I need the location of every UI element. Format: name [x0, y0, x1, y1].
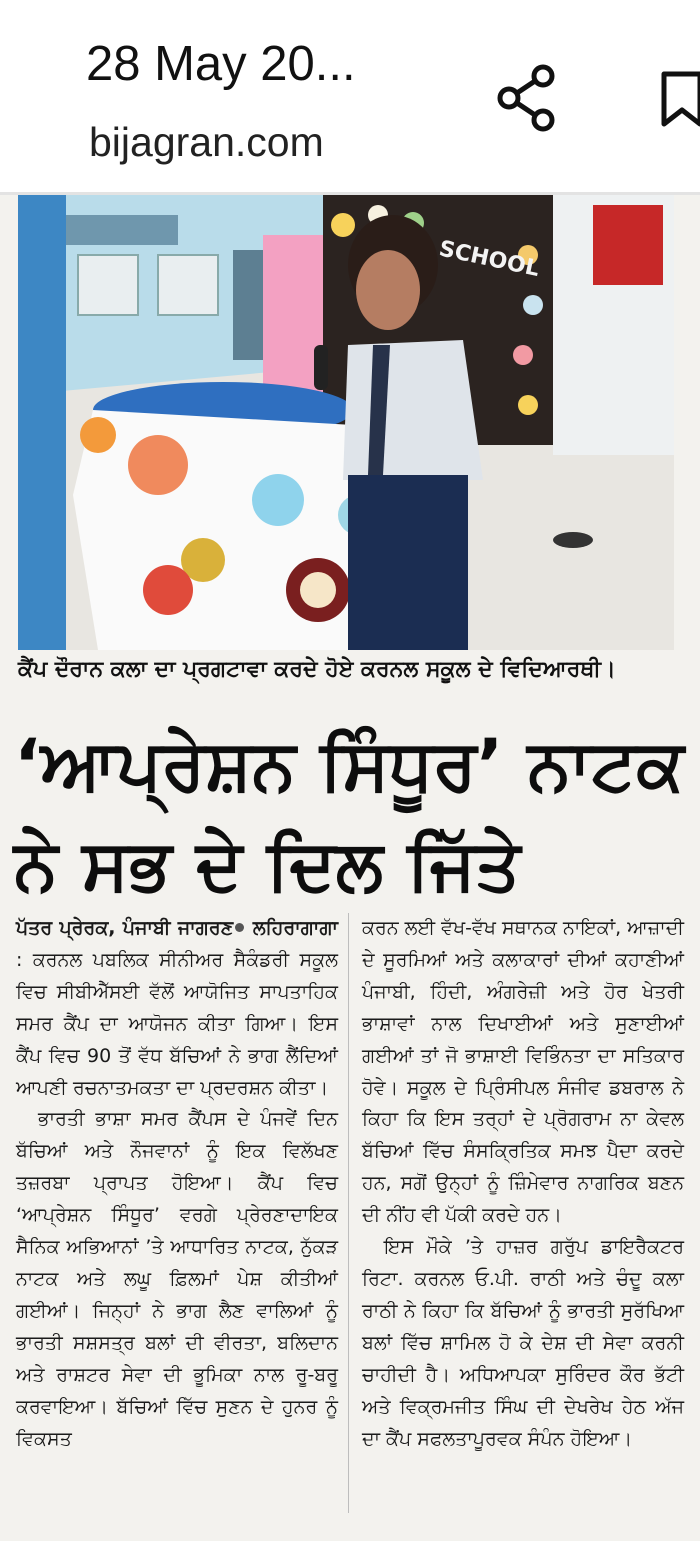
- newspaper-clipping: [0, 195, 700, 1541]
- share-icon[interactable]: [495, 62, 567, 134]
- column-divider: [348, 913, 349, 1513]
- school-sign: SCHOOL: [436, 236, 542, 283]
- dateline: ਲਹਿਰਾਗਾਗਾ: [252, 917, 338, 939]
- paragraph-4: ਇਸ ਮੌਕੇ ’ਤੇ ਹਾਜ਼ਰ ਗਰੁੱਪ ਡਾਇਰੈਕਟਰ ਰਿਟਾ. ਕਰਨਲ ਓ.ਪੀ. ਰਾਠੀ ਅਤੇ ਚੰਦੂ ਕਲਾ ਰਾਠੀ ਨੇ ਕਿਹਾ ਕਿ ਬੱਚਿਆਂ ਨੂੰ ਭਾਰਤੀ ਸੁਰੱਖਿਆ ਬਲਾਂ ਵਿੱਚ ਸ਼ਾਮਿਲ ਹੋ ਕੇ ਦੇਸ਼ ਦੀ ਸੇਵਾ ਕਰਨੀ ਚਾਹੀਦੀ ਹੈ। ਅਧਿਆਪਕਾ ਸੁਰਿੰਦਰ ਕੌਰ ਭੱਟੀ ਅਤੇ ਵਿਕ੍ਰਮਜੀਤ ਸਿੰਘ ਦੀ ਦੇਖਰੇਖ ਹੇਠ ਅੱਜ ਦਾ ਕੈਂਪ ਸਫਲਤਾਪੂਰਵਕ ਸੰਪੰਨ ਹੋਇਆ।: [362, 1236, 684, 1450]
- paragraph-3: ਕਰਨ ਲਈ ਵੱਖ-ਵੱਖ ਸਥਾਨਕ ਨਾਇਕਾਂ, ਆਜ਼ਾਦੀ ਦੇ ਸੂਰਮਿਆਂ ਅਤੇ ਕਲਾਕਾਰਾਂ ਦੀਆਂ ਕਹਾਣੀਆਂ ਪੰਜਾਬੀ, ਹਿੰਦੀ, ਅੰਗਰੇਜ਼ੀ ਅਤੇ ਹੋਰ ਖੇਤਰੀ ਭਾਸ਼ਾਵਾਂ ਨਾਲ ਦਿਖਾਈਆਂ ਅਤੇ ਸੁਣਾਈਆਂ ਗਈਆਂ ਤਾਂ ਜੋ ਭਾਸ਼ਾਈ ਵਿਭਿੰਨਤਾ ਦਾ ਸਤਿਕਾਰ ਹੋਵੇ। ਸਕੂਲ ਦੇ ਪ੍ਰਿੰਸੀਪਲ ਸੰਜੀਵ ਡਬਰਾਲ ਨੇ ਕਿਹਾ ਕਿ ਇਸ ਤਰ੍ਹਾਂ ਦੇ ਪ੍ਰੋਗਰਾਮ ਨਾ ਕੇਵਲ ਬੱਚਿਆਂ ਵਿੱਚ ਸੰਸਕ੍ਰਿਤਿਕ ਸਮਝ ਪੈਦਾ ਕਰਦੇ ਹਨ, ਸਗੋਂ ਉਨ੍ਹਾਂ ਨੂੰ ਜ਼ਿੰਮੇਵਾਰ ਨਾਗਰਿਕ ਬਣਨ ਦੀ ਨੀਂਹ ਵੀ ਪੱਕੀ ਕਰਦੇ ਹਨ।: [362, 917, 684, 1227]
- byline: ਪੱਤਰ ਪ੍ਰੇਰਕ, ਪੰਜਾਬੀ ਜਾਗਰਣ: [16, 917, 234, 939]
- photo-caption: ਕੈਂਪ ਦੌਰਾਨ ਕਲਾ ਦਾ ਪ੍ਰਗਟਾਵਾ ਕਰਦੇ ਹੋਏ ਕਰਨਲ ਸਕੂਲ ਦੇ ਵਿਦਿਆਰਥੀ।: [18, 657, 616, 682]
- article-date: 28 May 20...: [86, 37, 356, 91]
- headline-line-1: ‘ਆਪ੍ਰੇਸ਼ਨ ਸਿੰਧੂਰ’ ਨਾਟਕ: [14, 724, 685, 806]
- bookmark-icon[interactable]: [652, 62, 700, 134]
- headline-line-2: ਨੇ ਸਭ ਦੇ ਦਿਲ ਜਿੱਤੇ: [14, 824, 521, 906]
- article-column-right: [362, 913, 684, 1455]
- article-column-left: [16, 913, 338, 1455]
- article-photo: [18, 195, 674, 650]
- paragraph-1: : ਕਰਨਲ ਪਬਲਿਕ ਸੀਨੀਅਰ ਸੈਕੰਡਰੀ ਸਕੂਲ ਵਿਚ ਸੀਬੀਐੱਸਈ ਵੱਲੋਂ ਆਯੋਜਿਤ ਸਾਪਤਾਹਿਕ ਸਮਰ ਕੈਂਪ ਦਾ ਆਯੋਜਨ ਕੀਤਾ ਗਿਆ। ਇਸ ਕੈਂਪ ਵਿਚ 90 ਤੋਂ ਵੱਧ ਬੱਚਿਆਂ ਨੇ ਭਾਗ ਲੈਂਦਿਆਂ ਆਪਣੀ ਰਚਨਾਤਮਕਤਾ ਦਾ ਪ੍ਰਦਰਸ਼ਨ ਕੀਤਾ।: [16, 948, 338, 1099]
- headline: [14, 715, 694, 915]
- source-domain[interactable]: bijagran.com: [89, 119, 324, 165]
- paragraph-2: ਭਾਰਤੀ ਭਾਸ਼ਾ ਸਮਰ ਕੈਂਪਸ ਦੇ ਪੰਜਵੇਂ ਦਿਨ ਬੱਚਿਆਂ ਅਤੇ ਨੌਜਵਾਨਾਂ ਨੂੰ ਇਕ ਵਿਲੱਖਣ ਤਜ਼ਰਬਾ ਪ੍ਰਾਪਤ ਹੋਇਆ। ਕੈਂਪ ਵਿਚ ‘ਆਪ੍ਰੇਸ਼ਨ ਸਿੰਧੂਰ’ ਵਰਗੇ ਪ੍ਰੇਰਣਾਦਾਇਕ ਸੈਨਿਕ ਅਭਿਆਨਾਂ ’ਤੇ ਆਧਾਰਿਤ ਨਾਟਕ, ਨੁੱਕੜ ਨਾਟਕ ਅਤੇ ਲਘੂ ਫ਼ਿਲਮਾਂ ਪੇਸ਼ ਕੀਤੀਆਂ ਗਈਆਂ। ਜਿਨ੍ਹਾਂ ਨੇ ਭਾਗ ਲੈਣ ਵਾਲਿਆਂ ਨੂੰ ਭਾਰਤੀ ਸਸ਼ਸਤ੍ਰ ਬਲਾਂ ਦੀ ਵੀਰਤਾ, ਬਲਿਦਾਨ ਅਤੇ ਰਾਸ਼ਟਰ ਸੇਵਾ ਦੀ ਭੂਮਿਕਾ ਨਾਲ ਰੂ-ਬਰੂ ਕਰਵਾਇਆ। ਬੱਚਿਆਂ ਵਿੱਚ ਸੁਣਨ ਦੇ ਹੁਨਰ ਨੂੰ ਵਿਕਸਤ: [16, 1108, 338, 1450]
- top-bar: [0, 0, 700, 195]
- bullet-dot-icon: [235, 923, 244, 932]
